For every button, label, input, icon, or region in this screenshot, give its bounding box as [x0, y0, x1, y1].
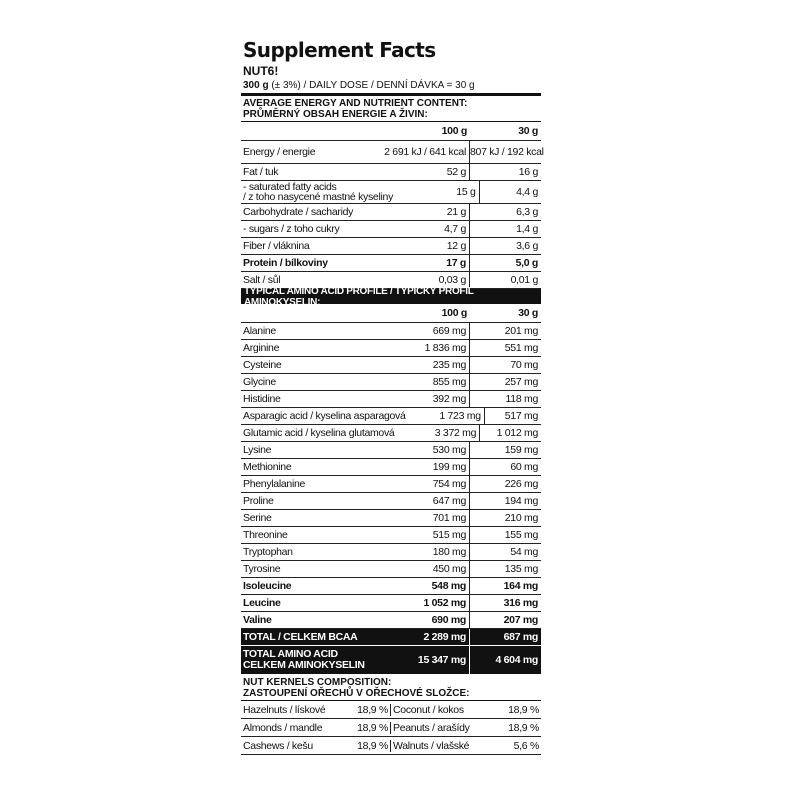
total-bcaa-row: TOTAL / CELKEM BCAA 2 289 mg 687 mg [241, 629, 541, 646]
column-header-30g: 30 g [518, 307, 538, 319]
dose-info [243, 79, 541, 93]
supplement-facts-panel [241, 38, 544, 755]
nut-percent: 18,9 % [357, 703, 388, 716]
amino-row-leucine: Leucine 1 052 mg 316 mg [241, 595, 541, 612]
amino-row-threonine: Threonine 515 mg 155 mg [241, 527, 541, 544]
amino-section-heading: TYPICAL AMINO ACID PROFILE / TYPICKÝ PROFIL AMINOKYSELIN: [241, 289, 541, 304]
amino-row-tyrosine: Tyrosine 450 mg 135 mg [241, 561, 541, 578]
nut-percent: 5,6 % [513, 739, 539, 752]
amino-row-histidine: Histidine 392 mg 118 mg [241, 391, 541, 408]
nut-row [241, 737, 541, 755]
nut-name: Cashews / kešu [243, 739, 313, 752]
nutrient-row-carbohydrate: Carbohydrate / sacharidy 21 g 6,3 g [241, 204, 541, 221]
nutrient-row-saturated-fat: - saturated fatty acids / z toho nasycené mastné kyseliny 15 g 4,4 g [241, 181, 541, 204]
amino-row-isoleucine: Isoleucine 548 mg 164 mg [241, 578, 541, 595]
nut-percent: 18,9 % [508, 703, 539, 716]
product-name: NUT6! [243, 64, 279, 78]
amino-row-serine: Serine 701 mg 210 mg [241, 510, 541, 527]
nut-percent: 18,9 % [357, 739, 388, 752]
nut-percent: 18,9 % [508, 721, 539, 734]
amino-row-arginine: Arginine 1 836 mg 551 mg [241, 340, 541, 357]
nutrient-row-fat: Fat / tuk 52 g 16 g [241, 164, 541, 181]
daily-dose: (± 3%) / DAILY DOSE / DENNÍ DÁVKA = 30 g [268, 80, 475, 91]
amino-row-cysteine: Cysteine 235 mg 70 mg [241, 357, 541, 374]
nut-name: Walnuts / vlašské [393, 739, 470, 752]
nut-name: Almonds / mandle [243, 721, 323, 734]
nut-name: Hazelnuts / lískové [243, 703, 326, 716]
amino-row-asparagic-acid: Asparagic acid / kyselina asparagová 1 723 mg 517 mg [241, 408, 541, 425]
amino-row-phenylalanine: Phenylalanine 754 mg 226 mg [241, 476, 541, 493]
nut-percent: 18,9 % [357, 721, 388, 734]
amino-row-alanine: Alanine 669 mg 201 mg [241, 323, 541, 340]
nut-section-heading: NUT KERNELS COMPOSITION: ZASTOUPENÍ OŘECHŮ V OŘECHOVÉ SLOŽCE: [241, 675, 541, 701]
energy-section-heading: AVERAGE ENERGY AND NUTRIENT CONTENT: PRŮMĚRNÝ OBSAH ENERGIE A ŽIVIN: [241, 96, 541, 122]
amino-row-valine: Valine 690 mg 207 mg [241, 612, 541, 629]
amino-row-methionine: Methionine 199 mg 60 mg [241, 459, 541, 476]
column-header-30g: 30 g [518, 125, 538, 137]
amino-row-proline: Proline 647 mg 194 mg [241, 493, 541, 510]
nutrient-row-salt: Salt / sůl 0,03 g 0,01 g [241, 272, 541, 289]
nut-row [241, 701, 541, 719]
amino-row-glutamic-acid: Glutamic acid / kyselina glutamová 3 372 mg 1 012 mg [241, 425, 541, 442]
nutrient-row-fiber: Fiber / vláknina 12 g 3,6 g [241, 238, 541, 255]
column-header-100g: 100 g [441, 125, 467, 137]
column-header-100g: 100 g [441, 307, 467, 319]
panel-title: Supplement Facts [243, 38, 436, 62]
nutrient-row-energy: Energy / energie 2 691 kJ / 641 kcal 807 kJ / 192 kcal [241, 141, 541, 164]
nut-name: Peanuts / arašídy [393, 721, 470, 734]
amino-row-glycine: Glycine 855 mg 257 mg [241, 374, 541, 391]
nut-name: Coconut / kokos [393, 703, 464, 716]
amino-row-lysine: Lysine 530 mg 159 mg [241, 442, 541, 459]
nutrient-row-sugars: - sugars / z toho cukry 4,7 g 1,4 g [241, 221, 541, 238]
nutrient-row-protein: Protein / bílkoviny 17 g 5,0 g [241, 255, 541, 272]
nut-row [241, 719, 541, 737]
energy-column-headers [241, 122, 541, 141]
total-amino-acid-row: TOTAL AMINO ACID CELKEM AMINOKYSELIN 15 347 mg 4 604 mg [241, 646, 541, 675]
amino-row-tryptophan: Tryptophan 180 mg 54 mg [241, 544, 541, 561]
package-size: 300 g [243, 80, 269, 91]
